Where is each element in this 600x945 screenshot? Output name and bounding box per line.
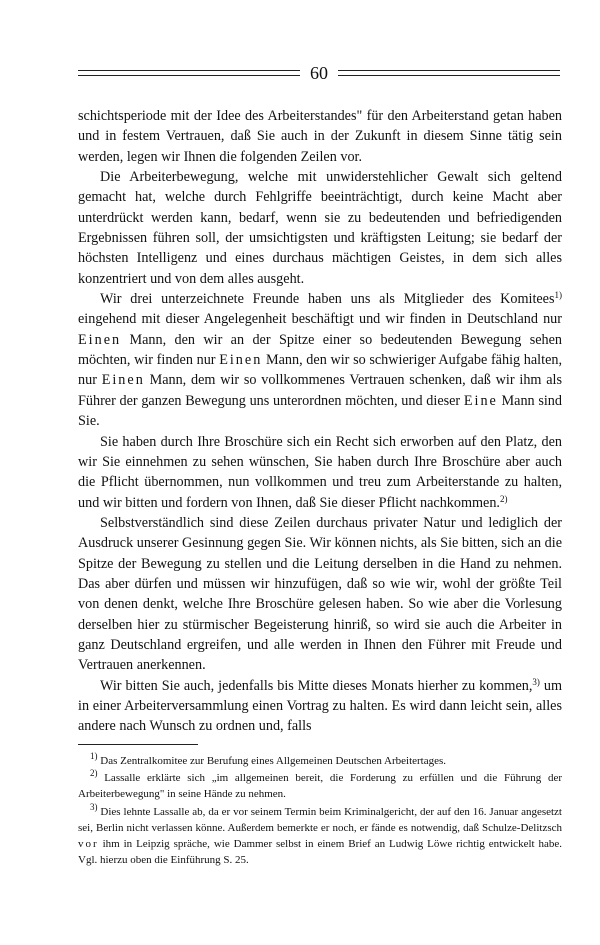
footnote-text: Dies lehnte Lassalle ab, da er vor seinem Termin beim Kriminalgericht, der auf den 16. Januar angesetzt sei, Berlin nicht verlassen könne. Außerdem bemerkte er noch, er fände es notwendig, daß Schulze-Delitzsch (78, 805, 562, 834)
page-header (78, 63, 560, 83)
text-run: um in einer Arbeiterversammlung einen Vortrag zu halten. Es wird dann leicht sein, alles andere nach Wunsch zu ordnen und, falls (78, 677, 562, 735)
footnote-marker: 3) (90, 801, 98, 812)
footnote-text: ihm in Leipzig spräche, wie Dammer selbst in einem Brief an Ludwig Löwe richtig entwickelt habe. Vgl. hierzu oben die Einführung S. 25. (78, 838, 562, 867)
text-run: Mann, den wir an der Spitze einer so bedeutenden Bewegung sehen möchten, wir finden nur (78, 331, 562, 369)
text-run: Selbstverständlich sind diese Zeilen durchaus privater Natur und lediglich der Ausdruck unserer Gesinnung gegen Sie. Wir können nichts, als Sie bitten, sich an die Spitze der Bewegung zu stellen und die Leitung derselben in die Hand zu nehmen. Das aber dürfen und müssen wir hinzufügen, daß so wie wir, wohl der größte Teil von denen denkt, welche Ihre Broschüre gelesen haben. So wie aber die Vorlesung derselben hier zu stürmischer Begeisterung hinriß, so wird sie auch die Arbeiter in ganz Deutschland ergreifen, und alle werden in Ihnen den Führer mit Freude und Vertrauen anerkennen. (78, 514, 562, 674)
text-run: Mann sind Sie. (78, 392, 562, 430)
footnote-ref-2: 2) (499, 493, 508, 504)
text-run: Wir bitten Sie auch, jedenfalls bis Mitte dieses Monats hierher zu kommen, (100, 677, 533, 694)
footnote-marker: 2) (90, 768, 98, 779)
footnote-2 (78, 770, 562, 802)
footnotes (78, 753, 562, 868)
footnote-ref-3: 3) (532, 676, 540, 687)
text-run: Mann, dem wir so vollkommenes Vertrauen schenken, daß wir ihm als Führer der ganzen Bewegung uns unterordnen möchten, und dieser (78, 372, 562, 409)
text-run: eingehend mit dieser Angelegenheit beschäftigt und wir finden in Deutschland nur (78, 311, 562, 328)
text-run: Mann, den wir so schwieriger Aufgabe fähig halten, nur (78, 352, 563, 389)
header-rule-left (78, 70, 300, 76)
text-run: schichtsperiode mit der Idee des Arbeiterstandes" für den Arbeiterstand getan haben und in festem Vertrauen, daß Sie auch in der Zukunft in diesem Sinne tätig sein werden, legen wir Ihnen die folgenden Zeilen vor. (78, 108, 562, 165)
footnote-text: Das Zentralkomitee zur Berufung eines Allgemeinen Deutschen Arbeitertages. (97, 755, 447, 767)
paragraph-6 (78, 676, 562, 737)
footnote-text: Lassalle erklärte sich „im allgemeinen bereit, die Forderung zu erfüllen und die Führung der Arbeiterbewegung" in seine Hände zu nehmen. (78, 772, 562, 801)
text-run: Wir drei unterzeichnete Freunde haben uns als Mitglieder des Komitees (100, 291, 555, 308)
footnote-3 (78, 801, 562, 869)
header-rule-right (338, 70, 560, 76)
emphasis-einen: Einen (78, 331, 122, 348)
paragraph-2 (78, 167, 562, 289)
footnote-divider (78, 744, 198, 745)
page-number: 60 (310, 63, 328, 83)
paragraph-4 (78, 432, 562, 513)
emphasis-vor: vor (78, 838, 99, 851)
paragraph-3 (78, 289, 562, 431)
footnote-1 (78, 753, 562, 769)
emphasis-einen: Einen (101, 372, 145, 389)
footnote-marker: 1) (90, 751, 98, 761)
footnote-ref-1: 1) (554, 290, 562, 301)
paragraph-5 (78, 513, 562, 676)
text-run: Sie haben durch Ihre Broschüre sich ein Recht sich erworben auf den Platz, den wir Sie einnehmen zu sehen wünschen, Sie haben durch Ihre Broschüre aber auch die Pflicht übernommen, nun vollkommen und treu zum Arbeiterstande zu halten, und wir bitten und fordern von Ihnen, daß Sie dieser Pflicht nachkommen. (78, 433, 562, 511)
text-run: Die Arbeiterbewegung, welche mit unwiderstehlicher Gewalt sich geltend gemacht hat, welche durch Fehlgriffe beeinträchtigt, durch keine Macht aber unterdrückt werden kann, bedarf, wenn sie zu bedeutenden und befriedigenden Ergebnissen führen soll, der umsichtigsten und kräftigsten Leitung; sie bedarf der höchsten Intelligenz und eines durchaus mächtigen Geistes, in dem sich alles konzentriert und von dem alles ausgeht. (78, 169, 562, 287)
paragraph-1 (78, 106, 562, 167)
emphasis-eine: Eine (463, 392, 498, 409)
emphasis-einen: Einen (219, 352, 263, 369)
body-text (78, 106, 562, 737)
